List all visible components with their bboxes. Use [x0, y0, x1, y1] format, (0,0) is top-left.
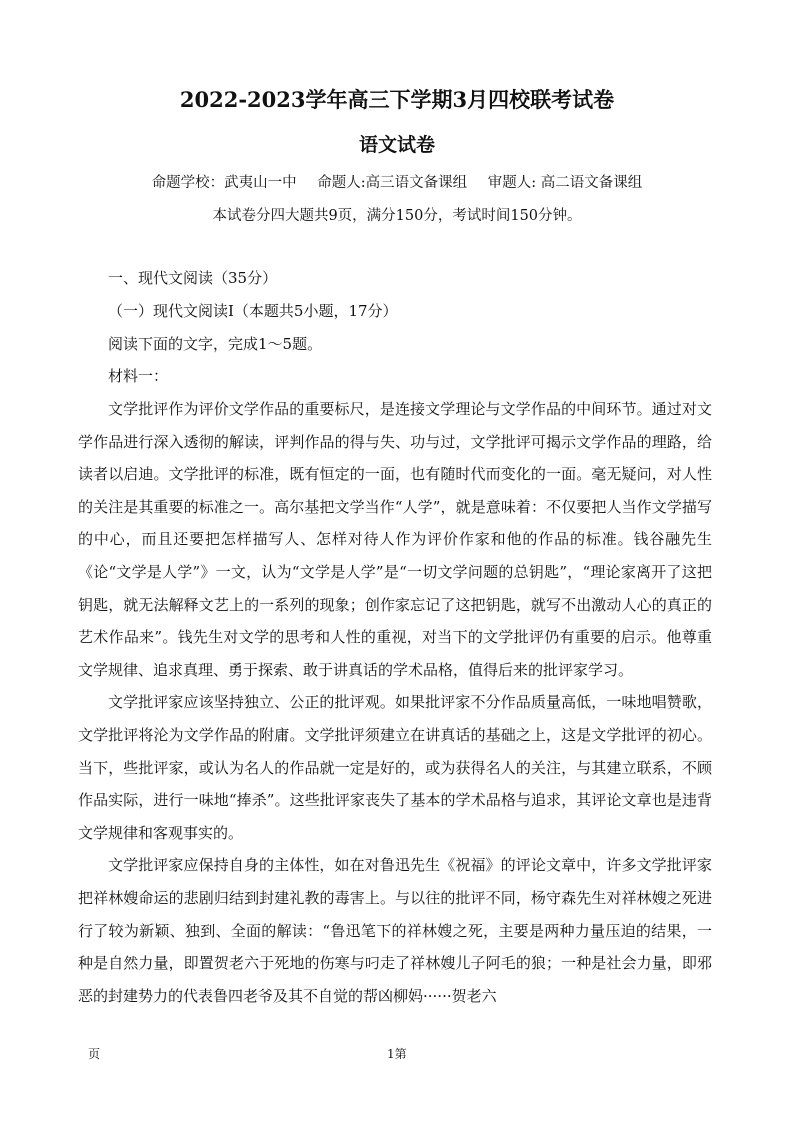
proposing-school: 命题学校：武夷山一中	[151, 175, 297, 191]
exam-subtitle: 语文试卷	[358, 134, 435, 156]
exam-credits	[0, 171, 794, 192]
question-reviewer: 审题人: 高二语文备课组	[487, 175, 643, 191]
exam-title: 2022-2023学年高三下学期3月四校联考试卷	[179, 87, 615, 112]
paragraph-1: 文学批评作为评价文学作品的重要标尺，是连接文学理论与文学作品的中间环节。通过对文学作品进行深入透彻的解读，评判作品的得与失、功与过，文学批评可揭示文学作品的理路，给读者以启迪。文学批评的标准，既有恒定的一面，也有随时代而变化的一面。毫无疑问，对人性的关注是其重要的标准之一。高尔基把文学当作“人学”，就是意味着：不仅要把人当作文学描写的中心，而且还要把怎样描写人、怎样对待人作为评价作家和他的作品的标准。钱谷融先生《论“文学是人学”》一文，认为“文学是人学”是“一切文学问题的总钥匙”，“理论家离开了这把钥匙，就无法解释文艺上的一系列的现象；创作家忘记了这把钥匙，就写不出激动人心的真正的艺术作品来”。钱先生对文学的思考和人性的重视，对当下的文学批评仍有重要的启示。他尊重文学规律、追求真理、勇于探索、敢于讲真话的学术品格，值得后来的批评家学习。	[78, 400, 712, 679]
paragraph-2: 文学批评家应该坚持独立、公正的批评观。如果批评家不分作品质量高低，一味地唱赞歌，文学批评将沦为文学作品的附庸。文学批评须建立在讲真话的基础之上，这是文学批评的初心。当下，些批评家，或认为名人的作品就一定是好的，或为获得名人的关注，与其建立联系，不顾作品实际，进行一味地“捧杀”。这些批评家丧失了基本的学术品格与追求，其评论文章也是违背文学规律和客观事实的。	[78, 693, 712, 842]
question-author: 命题人:高三语文备课组	[317, 175, 468, 191]
section-heading: 一、现代文阅读（35分）	[108, 269, 278, 287]
footer-page-number: 1第	[387, 1047, 407, 1061]
material-label: 材料一：	[108, 367, 169, 385]
section-subheading: （一）现代文阅读I（本题共5小题，17分）	[108, 302, 398, 320]
reading-instruction: 阅读下面的文字，完成1～5题。	[108, 335, 323, 353]
material-body	[78, 393, 712, 1012]
exam-note: 本试卷分四大题共9页，满分150分，考试时间150分钟。	[212, 208, 582, 224]
paragraph-3: 文学批评家应保持自身的主体性，如在对鲁迅先生《祝福》的评论文章中，许多文学批评家把祥林嫂命运的悲剧归结到封建礼教的毒害上。与以往的批评不同，杨守森先生对祥林嫂之死进行了较为新颖、独到、全面的解读：“鲁迅笔下的祥林嫂之死，主要是两种力量压迫的结果，一种是自然力量，即置贺老六于死地的伤寒与叼走了祥林嫂儿子阿毛的狼；一种是社会力量，即邪恶的封建势力的代表鲁四老爷及其不自觉的帮凶柳妈······贺老六	[78, 856, 712, 1005]
footer-page-suffix: 页	[88, 1047, 101, 1061]
